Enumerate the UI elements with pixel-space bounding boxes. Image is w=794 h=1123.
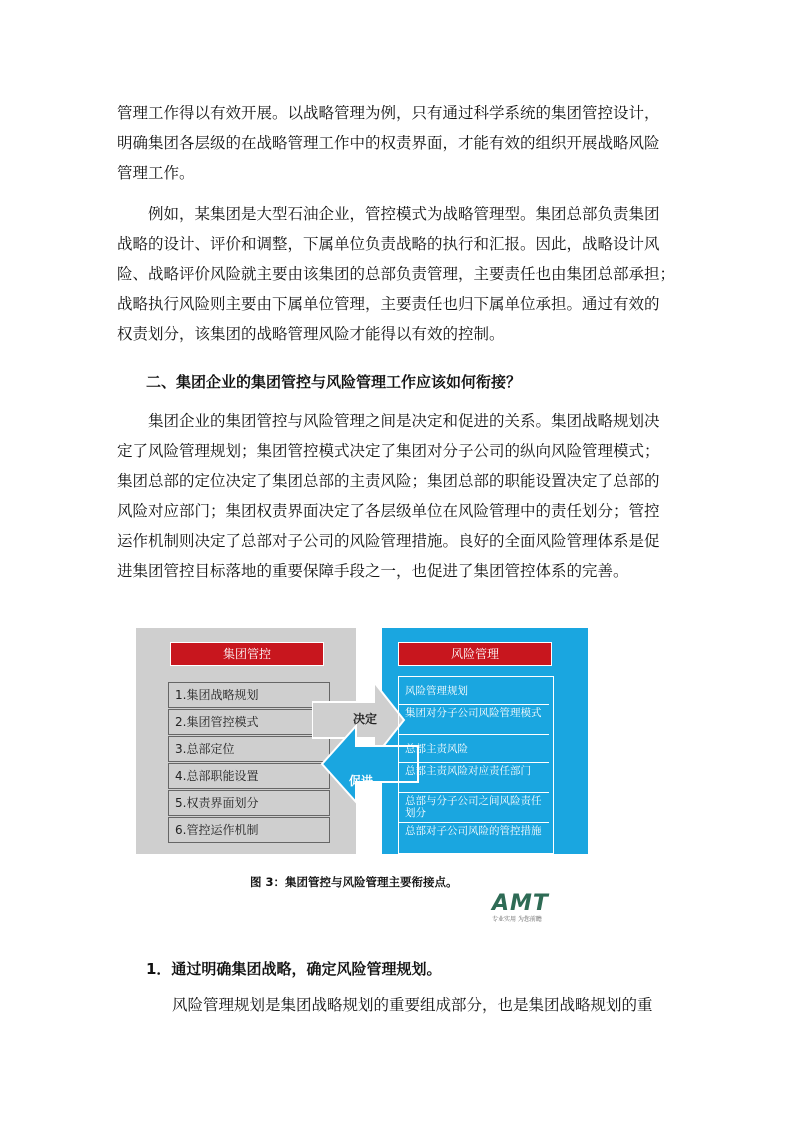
text-line: 定了风险管理规划；集团管控模式决定了集团对分子公司的纵向风险管理模式； [117, 442, 660, 460]
paragraph-2 [117, 199, 677, 349]
risk-management-item: 集团对分子公司风险管理模式 [399, 705, 549, 735]
text-line: 风险管理规划是集团战略规划的重要组成部分，也是集团战略规划的重 [172, 996, 653, 1014]
decide-label: 决定 [353, 712, 378, 726]
group-control-item: 6.管控运作机制 [168, 817, 330, 843]
subsection-heading: 1．通过明确集团战略，确定风险管理规划。 [146, 960, 442, 978]
text-line: 战略的设计、评价和调整，下属单位负责战略的执行和汇报。因此，战略设计风 [117, 235, 660, 253]
text-line: 险、战略评价风险就主要由该集团的总部负责管理，主要责任也由集团总部承担； [117, 265, 676, 283]
text-line: 集团企业的集团管控与风险管理之间是决定和促进的关系。集团战略规划决 [148, 412, 660, 430]
text-line: 权责划分，该集团的战略管理风险才能得以有效的控制。 [117, 325, 505, 343]
logo-slogan: 专业实用 为您前瞻 [492, 916, 542, 923]
risk-management-item: 风险管理规划 [399, 677, 549, 705]
text-line: 进集团管控目标落地的重要保障手段之一，也促进了集团管控体系的完善。 [117, 562, 629, 580]
group-control-item: 5.权责界面划分 [168, 790, 330, 816]
text-line: 运作机制则决定了总部对子公司的风险管理措施。良好的全面风险管理体系是促 [117, 532, 660, 550]
risk-management-item: 总部主责风险对应责任部门 [399, 763, 549, 793]
logo-text: AMT [492, 891, 549, 916]
group-control-item: 1.集团战略规划 [168, 682, 330, 708]
text-line: 风险对应部门；集团权责界面决定了各层级单位在风险管理中的责任划分；管控 [117, 502, 660, 520]
group-control-header: 集团管控 [170, 642, 324, 666]
risk-management-item: 总部与分子公司之间风险责任划分 [399, 793, 549, 823]
text-line: 集团总部的定位决定了集团总部的主责风险；集团总部的职能设置决定了总部的 [117, 472, 660, 490]
group-control-item: 2.集团管控模式 [168, 709, 330, 735]
text-line: 例如，某集团是大型石油企业，管控模式为战略管理型。集团总部负责集团 [148, 205, 660, 223]
paragraph-4 [117, 990, 677, 1020]
text-line: 明确集团各层级的在战略管理工作中的权责界面，才能有效的组织开展战略风险 [117, 134, 660, 152]
amt-logo [492, 893, 554, 927]
paragraph-3 [117, 406, 677, 586]
text-line: 管理工作。 [117, 164, 195, 182]
risk-management-item: 总部主责风险 [399, 735, 549, 763]
risk-management-header: 风险管理 [398, 642, 552, 666]
group-control-item: 3.总部定位 [168, 736, 330, 762]
paragraph-1 [117, 98, 677, 188]
risk-management-item: 总部对子公司风险的管控措施 [405, 825, 542, 837]
governance-risk-figure [136, 628, 588, 854]
section-heading: 二、集团企业的集团管控与风险管理工作应该如何衔接？ [146, 373, 522, 391]
risk-management-list [398, 676, 554, 854]
text-line: 战略执行风险则主要由下属单位管理，主要责任也归下属单位承担。通过有效的 [117, 295, 660, 313]
group-control-item: 4.总部职能设置 [168, 763, 330, 789]
figure-caption: 图 3：集团管控与风险管理主要衔接点。 [250, 875, 458, 889]
promote-label: 促进 [349, 774, 374, 788]
text-line: 管理工作得以有效开展。以战略管理为例，只有通过科学系统的集团管控设计， [117, 104, 660, 122]
